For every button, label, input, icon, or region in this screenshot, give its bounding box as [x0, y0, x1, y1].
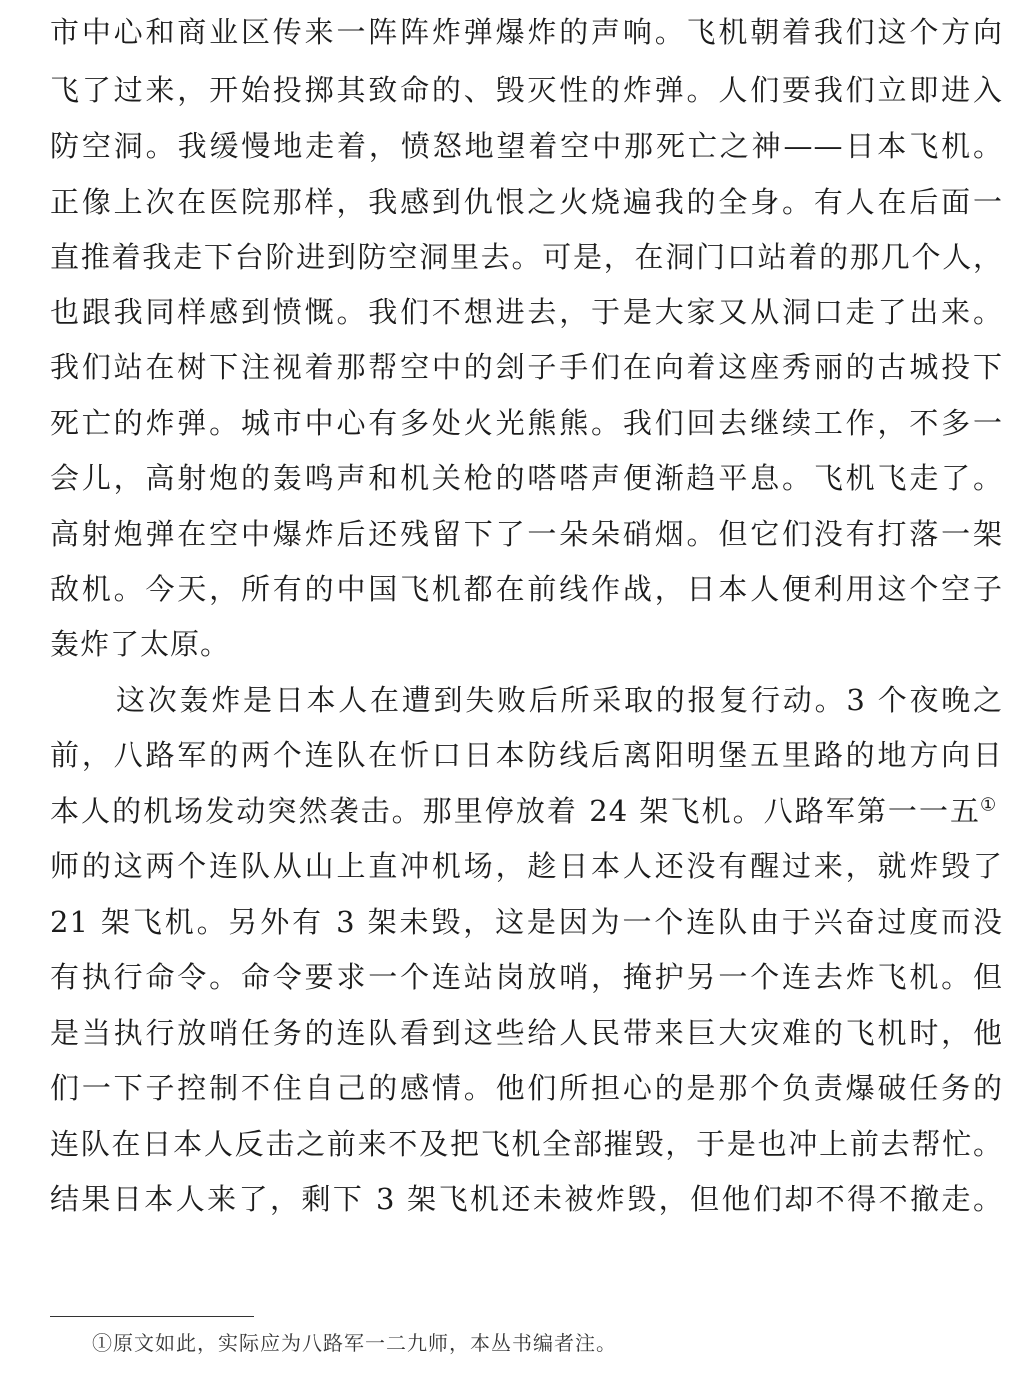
text-line: 我们站在树下注视着那帮空中的刽子手们在向着这座秀丽的古城投下	[50, 350, 1003, 384]
text-line: 21 架飞机。另外有 3 架未毁，这是因为一个连队由于兴奋过度而没	[50, 905, 1003, 939]
text-line: 是当执行放哨任务的连队看到这些给人民带来巨大灾难的飞机时，他	[50, 1016, 1003, 1050]
text-line: 敌机。今天，所有的中国飞机都在前线作战，日本人便利用这个空子	[50, 572, 1003, 606]
text-line: 飞了过来，开始投掷其致命的、毁灭性的炸弹。人们要我们立即进入	[50, 73, 1003, 107]
text-line: 市中心和商业区传来一阵阵炸弹爆炸的声响。飞机朝着我们这个方向	[50, 15, 1003, 49]
text-line-with-footnote-ref	[50, 791, 1003, 831]
text-line: 防空洞。我缓慢地走着，愤怒地望着空中那死亡之神——日本飞机。	[50, 129, 1003, 163]
text-line: 连队在日本人反击之前来不及把飞机全部摧毁，于是也冲上前去帮忙。	[50, 1127, 1003, 1161]
text-line: 有执行命令。命令要求一个连站岗放哨，掩护另一个连去炸飞机。但	[50, 960, 1003, 994]
text-line: 轰炸了太原。	[50, 627, 231, 661]
text-line: 前，八路军的两个连队在忻口日本防线后离阳明堡五里路的地方向日	[50, 738, 1003, 772]
text-line: 直推着我走下台阶进到防空洞里去。可是，在洞门口站着的那几个人，	[50, 240, 1003, 274]
text-line: 师的这两个连队从山上直冲机场，趁日本人还没有醒过来，就炸毁了	[50, 849, 1003, 883]
text-line: 会儿，高射炮的轰鸣声和机关枪的嗒嗒声便渐趋平息。飞机飞走了。	[50, 461, 1003, 495]
text-line: 结果日本人来了，剩下 3 架飞机还未被炸毁，但他们却不得不撤走。	[50, 1182, 1003, 1216]
text-line-content: 本人的机场发动突然袭击。那里停放着 24 架飞机。八路军第一一五	[50, 794, 980, 828]
text-line: 高射炮弹在空中爆炸后还残留下了一朵朵硝烟。但它们没有打落一架	[50, 517, 1003, 551]
text-line: 正像上次在医院那样，我感到仇恨之火烧遍我的全身。有人在后面一	[50, 185, 1003, 219]
text-line: 死亡的炸弹。城市中心有多处火光熊熊。我们回去继续工作，不多一	[50, 406, 1003, 440]
footnote-divider	[50, 1316, 254, 1317]
text-line: 这次轰炸是日本人在遭到失败后所采取的报复行动。3 个夜晚之	[116, 683, 1003, 717]
text-line: 也跟我同样感到愤慨。我们不想进去，于是大家又从洞口走了出来。	[50, 295, 1003, 329]
footnote-text: ①原文如此，实际应为八路军一二九师，本丛书编者注。	[92, 1331, 617, 1355]
footnote-reference: ①	[980, 794, 998, 816]
text-line: 们一下子控制不住自己的感情。他们所担心的是那个负责爆破任务的	[50, 1071, 1003, 1105]
